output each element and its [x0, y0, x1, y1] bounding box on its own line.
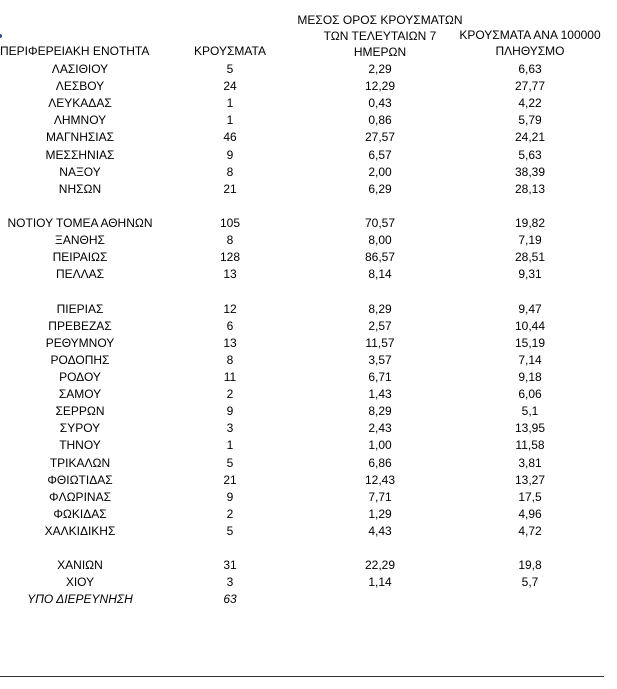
seven-day-average-cell: 1,43: [368, 387, 392, 402]
cases-cell: 11: [223, 369, 237, 384]
bullet-marker: [0, 34, 2, 38]
header-seven-day-average: [290, 12, 470, 60]
table-row: [0, 386, 617, 403]
region-name-cell: ΜΑΓΝΗΣΙΑΣ: [45, 130, 115, 145]
region-name-cell: ΠΕΙΡΑΙΩΣ: [52, 250, 108, 265]
cases-per-100000-cell: 9,31: [518, 267, 542, 282]
table-row: [0, 472, 617, 489]
table-row: [0, 403, 617, 420]
region-name-cell: ΠΡΕΒΕΖΑΣ: [48, 318, 112, 333]
cases-per-100000-cell: 17,5: [518, 489, 542, 504]
cases-per-100000-cell: 7,19: [518, 233, 542, 248]
seven-day-average-cell: 6,71: [368, 369, 392, 384]
cases-cell: 13: [223, 267, 237, 282]
table-row: [0, 352, 617, 369]
seven-day-average-cell: 1,00: [368, 438, 392, 453]
table-row: [0, 147, 617, 164]
table-row: [0, 489, 617, 506]
seven-day-average-cell: 12,29: [364, 79, 396, 94]
cases-per-100000-cell: 19,82: [514, 215, 546, 230]
cases-cell: 5: [226, 455, 234, 470]
seven-day-average-cell: 4,43: [368, 523, 392, 538]
seven-day-average-cell: 6,86: [368, 455, 392, 470]
cases-per-100000-cell: 10,44: [514, 318, 546, 333]
region-name-cell: ΣΑΜΟΥ: [58, 387, 102, 402]
table-row: [0, 523, 617, 540]
cases-cell: 8: [226, 164, 234, 179]
seven-day-average-cell: 7,71: [368, 489, 392, 504]
region-name-cell: ΣΕΡΡΩΝ: [55, 404, 105, 419]
cases-per-100000-cell: 7,14: [518, 352, 542, 367]
cases-cell: 105: [219, 215, 241, 230]
cases-per-100000-cell: 3,81: [518, 455, 542, 470]
table-row: [0, 301, 617, 318]
seven-day-average-cell: 0,43: [368, 96, 392, 111]
seven-day-average-cell: 2,29: [368, 62, 392, 76]
region-name-cell: ΦΛΩΡΙΝΑΣ: [49, 489, 111, 504]
cases-cell: 31: [223, 558, 237, 573]
table-row: [0, 455, 617, 472]
region-name-cell: ΡΕΘΥΜΝΟΥ: [45, 335, 115, 350]
cases-per-100000-cell: 11,58: [515, 438, 545, 453]
cases-per-100000-cell: 13,27: [514, 472, 546, 487]
table-row: [0, 420, 617, 437]
region-name-cell: ΛΗΜΝΟΥ: [53, 113, 107, 128]
header-avg-line-1: ΜΕΣΟΣ ΟΡΟΣ ΚΡΟΥΣΜΑΤΩΝ: [297, 13, 463, 27]
seven-day-average-cell: 27,57: [364, 130, 396, 145]
cases-cell: 13: [223, 335, 237, 350]
header-region-unit-label: ΠΕΡΙΦΕΡΕΙΑΚΗ ΕΝΟΤΗΤΑ: [0, 44, 150, 58]
region-name-cell: ΝΗΣΩΝ: [58, 181, 102, 196]
region-name-cell: ΝΑΞΟΥ: [59, 164, 101, 179]
cases-cell: 9: [226, 404, 234, 419]
region-name-cell: ΤΗΝΟΥ: [59, 438, 101, 453]
cases-cell: 21: [223, 472, 237, 487]
table-row: [0, 591, 617, 608]
cases-per-100000-cell: 15,19: [514, 335, 546, 350]
table-row: [0, 215, 617, 232]
region-name-cell: ΥΠΟ ΔΙΕΡΕΥΝΗΣΗ: [27, 592, 133, 607]
cases-cell: 8: [226, 233, 234, 248]
cases-per-100000-cell: 13,95: [514, 421, 546, 436]
region-name-cell: ΡΟΔΟΥ: [59, 369, 101, 384]
table-row: [0, 506, 617, 523]
seven-day-average-cell: 8,14: [368, 267, 392, 282]
seven-day-average-cell: 11,57: [365, 335, 395, 350]
table-row: [0, 437, 617, 454]
cases-cell: 5: [226, 523, 234, 538]
table-row: [0, 369, 617, 386]
region-name-cell: ΦΘΙΩΤΙΔΑΣ: [47, 472, 113, 487]
cases-cell: 6: [226, 318, 234, 333]
cases-cell: 46: [223, 130, 237, 145]
cases-cell: 128: [219, 250, 241, 265]
seven-day-average-cell: 1,14: [368, 575, 392, 590]
seven-day-average-cell: 1,29: [368, 506, 392, 521]
seven-day-average-cell: 6,29: [368, 181, 392, 196]
cases-cell: 2: [226, 506, 234, 521]
seven-day-average-cell: 2,57: [368, 318, 392, 333]
cases-per-100000-cell: 4,96: [518, 506, 542, 521]
seven-day-average-cell: 8,00: [368, 233, 392, 248]
row-spacer: [0, 283, 617, 300]
seven-day-average-cell: 12,43: [364, 472, 396, 487]
cases-per-100000-cell: 5,63: [518, 147, 542, 162]
region-name-cell: ΞΑΝΘΗΣ: [55, 233, 105, 248]
region-name-cell: ΧΑΝΙΩΝ: [57, 558, 103, 573]
seven-day-average-cell: 0,86: [368, 113, 392, 128]
seven-day-average-cell: 70,57: [364, 215, 396, 230]
seven-day-average-cell: 22,29: [364, 558, 396, 573]
cases-cell: 1: [226, 438, 234, 453]
header-cases-per-100000: [450, 27, 610, 59]
table-row: [0, 574, 617, 591]
cases-table-body: [0, 61, 617, 609]
region-name-cell: ΜΕΣΣΗΝΙΑΣ: [45, 147, 115, 162]
seven-day-average-cell: 8,29: [368, 301, 392, 316]
header-avg-line-3: ΗΜΕΡΩΝ: [353, 45, 407, 59]
table-row: [0, 249, 617, 266]
table-row: [0, 318, 617, 335]
region-name-cell: ΧΑΛΚΙΔΙΚΗΣ: [44, 523, 116, 538]
table-row: [0, 232, 617, 249]
header-cases: [180, 43, 280, 59]
cases-per-100000-cell: 28,51: [514, 250, 546, 265]
cases-cell: 8: [226, 352, 234, 367]
region-name-cell: ΦΩΚΙΔΑΣ: [53, 506, 107, 521]
table-row: [0, 181, 617, 198]
header-per-line-2: ΠΛΗΘΥΣΜΟ: [495, 44, 565, 58]
cases-cell: 3: [226, 421, 234, 436]
header-region-unit: [0, 43, 160, 59]
table-row: [0, 61, 617, 78]
cases-cell: 12: [223, 301, 237, 316]
cases-per-100000-cell: 5,79: [518, 113, 542, 128]
region-name-cell: ΠΙΕΡΙΑΣ: [56, 301, 104, 316]
cases-per-100000-cell: 9,18: [518, 369, 542, 384]
header-per-line-1: ΚΡΟΥΣΜΑΤΑ ΑΝΑ 100000: [459, 28, 601, 42]
region-name-cell: ΝΟΤΙΟΥ ΤΟΜΕΑ ΑΘΗΝΩΝ: [7, 215, 153, 230]
region-name-cell: ΛΕΣΒΟΥ: [55, 79, 105, 94]
row-spacer: [0, 540, 617, 557]
table-row: [0, 164, 617, 181]
cases-cell: 9: [226, 147, 234, 162]
header-cases-label: ΚΡΟΥΣΜΑΤΑ: [194, 44, 266, 58]
cases-per-100000-cell: 4,22: [518, 96, 542, 111]
row-spacer: [0, 198, 617, 215]
table-row: [0, 95, 617, 112]
region-name-cell: ΠΕΛΛΑΣ: [55, 267, 105, 282]
footer-divider: [0, 676, 604, 677]
cases-cell: 9: [226, 489, 234, 504]
table-row: [0, 112, 617, 129]
region-name-cell: ΣΥΡΟΥ: [59, 421, 101, 436]
cases-cell: 24: [223, 79, 237, 94]
cases-per-100000-cell: 27,77: [514, 79, 546, 94]
seven-day-average-cell: 8,29: [368, 404, 392, 419]
seven-day-average-cell: 2,00: [368, 164, 392, 179]
seven-day-average-cell: 3,57: [368, 352, 392, 367]
cases-per-100000-cell: 5,1: [521, 404, 539, 419]
region-name-cell: ΛΕΥΚΑΔΑΣ: [48, 96, 112, 111]
header-avg-line-2: ΤΩΝ ΤΕΛΕΥΤΑΙΩΝ 7: [323, 29, 437, 43]
region-name-cell: ΛΑΣΙΘΙΟΥ: [51, 62, 109, 76]
seven-day-average-cell: 86,57: [364, 250, 396, 265]
cases-cell: 2: [226, 387, 234, 402]
cases-cell: 21: [223, 181, 237, 196]
cases-per-100000-cell: 6,06: [518, 387, 542, 402]
table-row: [0, 266, 617, 283]
seven-day-average-cell: 6,57: [368, 147, 392, 162]
cases-per-100000-cell: 38,39: [514, 164, 546, 179]
cases-per-100000-cell: 28,13: [514, 181, 546, 196]
cases-cell: 5: [226, 62, 234, 76]
cases-cell: 1: [226, 96, 234, 111]
region-name-cell: ΤΡΙΚΑΛΩΝ: [49, 455, 111, 470]
table-row: [0, 335, 617, 352]
cases-per-100000-cell: 6,63: [518, 62, 542, 76]
region-name-cell: ΡΟΔΟΠΗΣ: [50, 352, 110, 367]
cases-per-100000-cell: 5,7: [521, 575, 539, 590]
cases-cell: 3: [226, 575, 234, 590]
cases-per-100000-cell: 9,47: [518, 301, 542, 316]
cases-cell: 1: [226, 113, 234, 128]
cases-per-100000-cell: 4,72: [518, 523, 542, 538]
cases-cell: 63: [223, 592, 237, 607]
table-row: [0, 557, 617, 574]
region-name-cell: ΧΙΟΥ: [65, 575, 95, 590]
table-row: [0, 78, 617, 95]
table-row: [0, 129, 617, 146]
seven-day-average-cell: 2,43: [368, 421, 392, 436]
cases-per-100000-cell: 19,8: [518, 558, 542, 573]
cases-per-100000-cell: 24,21: [514, 130, 546, 145]
